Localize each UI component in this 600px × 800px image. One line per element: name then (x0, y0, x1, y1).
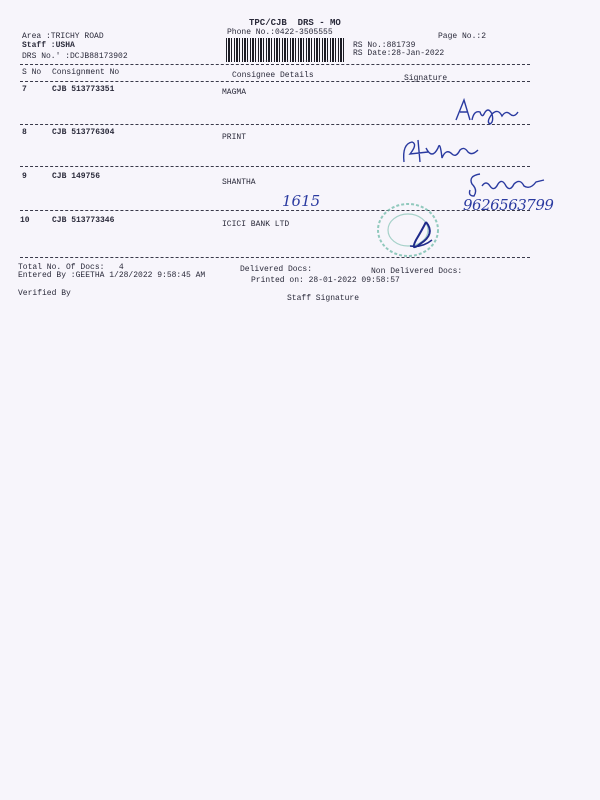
barcode (226, 38, 344, 62)
row-consignee: MAGMA (222, 88, 247, 97)
handwritten-phone: 9626563799 (463, 196, 554, 214)
non-delivered-docs: Non Delivered Docs: (371, 267, 463, 276)
handwritten-time: 1615 (282, 192, 321, 210)
divider (20, 64, 530, 65)
row-consignee: PRINT (222, 133, 247, 142)
row-sno: 7 (22, 85, 27, 94)
col-consignee: Consignee Details (232, 71, 314, 80)
company-stamp (370, 200, 448, 264)
col-consignment: Consignment No (52, 68, 120, 77)
row-sno: 8 (22, 128, 27, 137)
row-divider (20, 210, 530, 211)
verified-by: Verified By (18, 289, 71, 298)
phone-number: Phone No.:0422-3505555 (227, 28, 333, 37)
row-consignment: CJB 513773351 (52, 85, 115, 94)
row-divider (20, 166, 530, 167)
rs-number: RS No.:881739 (353, 41, 416, 50)
drs-number: DRS No.' :DCJB88173902 (22, 52, 128, 61)
row-divider (20, 257, 530, 258)
divider (20, 81, 530, 82)
signature-row-9 (464, 170, 554, 198)
row-consignee: SHANTHA (222, 178, 256, 187)
document-title: TPC/CJB DRS - MO (249, 18, 341, 28)
row-consignment: CJB 149756 (52, 172, 101, 181)
signature-row-8 (398, 136, 482, 166)
signature-row-7 (452, 96, 522, 128)
row-consignment: CJB 513773346 (52, 216, 115, 225)
col-signature: Signature (404, 74, 448, 83)
row-consignee: ICICI BANK LTD (222, 220, 290, 229)
staff-label: Staff :USHA (22, 41, 75, 50)
staff-signature-label: Staff Signature (287, 294, 360, 303)
area-label: Area :TRICHY ROAD (22, 32, 104, 41)
page-number: Page No.:2 (438, 32, 487, 41)
col-sno: S No (22, 68, 42, 77)
entered-by: Entered By :GEETHA 1/28/2022 9:58:45 AM (18, 271, 206, 280)
row-sno: 9 (22, 172, 27, 181)
row-consignment: CJB 513776304 (52, 128, 115, 137)
delivered-docs: Delivered Docs: (240, 265, 313, 274)
rs-date: RS Date:28-Jan-2022 (353, 49, 445, 58)
row-sno: 10 (20, 216, 30, 225)
total-docs: Total No. Of Docs: 4 (18, 263, 124, 272)
printed-on: Printed on: 28-01-2022 09:58:57 (251, 276, 400, 285)
